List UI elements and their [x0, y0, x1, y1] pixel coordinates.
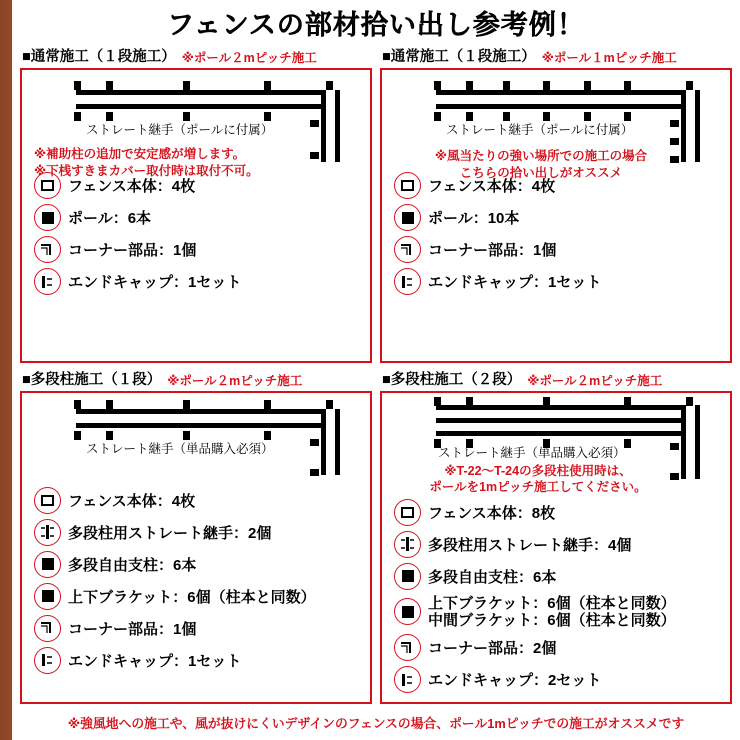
endcap-icon — [394, 268, 421, 295]
list-item-label: エンドキャップ：1セット — [68, 652, 242, 670]
diagram-corner-post — [326, 81, 333, 90]
pole-icon — [34, 551, 61, 578]
joint-icon — [34, 519, 61, 546]
panel-body — [20, 68, 372, 363]
bracket-line-1: 上下ブラケット：6個（柱本と同数） — [428, 594, 676, 612]
list-item — [394, 531, 722, 558]
panel-subtitle: ※ポール２mピッチ施工 — [167, 373, 303, 388]
diagram-post — [106, 400, 113, 409]
panel-header — [380, 369, 732, 389]
list-item-label: コーナー部品：2個 — [428, 640, 557, 657]
panel-body — [20, 391, 372, 705]
list-item — [34, 519, 362, 546]
list-item-label: コーナー部品：1個 — [428, 242, 557, 259]
parts-list — [390, 172, 722, 295]
diagram-post — [264, 81, 271, 90]
list-item-label: フェンス本体：4枚 — [428, 178, 556, 195]
diagram-post — [264, 400, 271, 409]
diagram-rail-3 — [436, 431, 686, 436]
fence-panel-icon — [394, 499, 421, 526]
panel-normal-1m — [380, 46, 732, 363]
poster-sheet — [12, 0, 740, 740]
list-item-label: 多段柱用ストレート継手：4個 — [428, 536, 632, 554]
diagram-post — [503, 81, 510, 90]
fence-diagram — [30, 76, 362, 178]
list-item-label: フェンス本体：8枚 — [428, 504, 556, 522]
panel-grid — [20, 46, 732, 704]
panel-note: ※補助柱の追加で安定感が増します。 ※下桟すきまカバー取付時は取付不可。 — [34, 147, 259, 178]
diagram-right-rail-inner — [695, 90, 700, 162]
diagram-bottom-rail — [436, 104, 686, 109]
diagram-right-rail-inner — [695, 405, 700, 479]
diagram-rail-2 — [436, 418, 686, 423]
list-item — [394, 634, 722, 661]
list-item-label: エンドキャップ：1セット — [428, 274, 602, 291]
pole-icon — [34, 204, 61, 231]
panel-normal-2m — [20, 46, 372, 363]
list-item-label: フェンス本体：4枚 — [68, 178, 196, 195]
endcap-icon — [394, 666, 421, 693]
panel-subtitle: ※ポール２mピッチ施工 — [181, 51, 317, 65]
diagram-top-rail — [76, 409, 326, 414]
diagram-rail-1 — [436, 405, 686, 410]
corner-icon — [34, 615, 61, 642]
diagram-post — [466, 81, 473, 90]
list-item-label — [428, 595, 676, 630]
panel-title: ■通常施工（１段施工） — [22, 49, 176, 65]
list-item-label: エンドキャップ：2セット — [428, 672, 602, 689]
diagram-post — [584, 81, 591, 90]
panel-note: ※T-22～T-24の多段柱使用時は、 ポールを1mピッチ施工してください。 — [429, 463, 647, 495]
diagram-caption: ストレート継手（単品購入必須） — [438, 445, 626, 460]
diagram-post — [74, 400, 81, 409]
pole-icon — [394, 563, 421, 590]
diagram-caption: ストレート継手（ポールに付属） — [446, 123, 634, 137]
list-item-label: コーナー部品：1個 — [68, 242, 197, 259]
list-item-label: フェンス本体：4枚 — [68, 492, 196, 510]
panel-title: ■多段柱施工（２段） — [382, 371, 522, 388]
page-title: フェンスの部材拾い出し参考例！ — [167, 9, 585, 40]
list-item — [34, 268, 362, 295]
joint-icon — [394, 531, 421, 558]
panel-multipost-2stage — [380, 369, 732, 705]
list-item — [34, 487, 362, 514]
list-item — [394, 499, 722, 526]
diagram-post — [434, 397, 441, 406]
parts-list — [30, 172, 362, 295]
list-item — [394, 666, 722, 693]
panel-subtitle: ※ポール１mピッチ施工 — [541, 51, 677, 65]
diagram-post — [543, 397, 550, 406]
list-item — [394, 236, 722, 263]
bracket-icon — [394, 598, 421, 625]
footer-text: ※強風地への施工や、風が抜けにくいデザインのフェンスの場合、ポール1mピッチでの施工がオススメです — [67, 715, 685, 731]
diagram-right-rail-inner — [335, 90, 340, 162]
diagram-bottom-rail — [76, 423, 326, 428]
list-item-label: 多段柱用ストレート継手：2個 — [68, 524, 272, 542]
diagram-post — [624, 397, 631, 406]
diagram-post — [310, 152, 319, 159]
panel-title: ■通常施工（１段施工） — [382, 49, 536, 65]
diagram-post — [310, 120, 319, 127]
corner-icon — [394, 634, 421, 661]
list-item-label: エンドキャップ：1セット — [68, 274, 242, 291]
corner-icon — [394, 236, 421, 263]
parts-list — [30, 487, 362, 674]
panel-body — [380, 68, 732, 363]
bracket-icon — [34, 583, 61, 610]
diagram-post — [670, 443, 679, 450]
diagram-post — [670, 120, 679, 127]
diagram-corner-post — [326, 400, 333, 409]
list-item — [34, 583, 362, 610]
list-item-label: 上下ブラケット：6個（柱本と同数） — [68, 588, 316, 606]
list-item-label: コーナー部品：1個 — [68, 620, 197, 638]
panel-note: ※風当たりの強い場所での施工の場合 こちらの拾い出しがオススメ — [434, 149, 648, 180]
list-item — [34, 551, 362, 578]
list-item-label: 多段自由支柱：6本 — [68, 556, 197, 574]
panel-header — [20, 46, 372, 66]
panel-header — [20, 369, 372, 389]
diagram-post — [670, 138, 679, 145]
diagram-post — [183, 81, 190, 90]
fence-panel-icon — [34, 487, 61, 514]
panel-multipost-1stage — [20, 369, 372, 705]
list-item — [34, 647, 362, 674]
diagram-caption: ストレート継手（ポールに付属） — [86, 123, 274, 137]
diagram-right-rail-outer — [321, 90, 326, 162]
diagram-post — [74, 431, 81, 440]
diagram-post — [434, 112, 441, 121]
diagram-post — [310, 439, 319, 446]
list-item — [34, 204, 362, 231]
diagram-post — [310, 469, 319, 476]
diagram-post — [434, 81, 441, 90]
diagram-post — [74, 81, 81, 90]
list-item — [394, 204, 722, 231]
list-item-label: 多段自由支柱：6本 — [428, 568, 557, 586]
panel-body — [380, 391, 732, 705]
pole-icon — [394, 204, 421, 231]
diagram-bottom-rail — [76, 104, 326, 109]
list-item — [34, 236, 362, 263]
fence-diagram — [390, 76, 722, 180]
list-item — [394, 563, 722, 590]
diagram-corner-post — [686, 397, 693, 406]
panel-subtitle: ※ポール２mピッチ施工 — [527, 373, 663, 388]
fence-diagram — [390, 399, 722, 495]
fence-diagram — [30, 399, 362, 483]
title-bar — [12, 0, 740, 44]
diagram-top-rail — [76, 90, 326, 95]
diagram-corner-post — [686, 81, 693, 90]
endcap-icon — [34, 268, 61, 295]
list-item-label: ポール：10本 — [428, 210, 520, 227]
diagram-caption: ストレート継手（単品購入必須） — [86, 441, 274, 456]
diagram-top-rail — [436, 90, 686, 95]
list-item — [34, 615, 362, 642]
diagram-post — [543, 81, 550, 90]
parts-list — [390, 499, 722, 694]
diagram-post — [466, 397, 473, 406]
diagram-post — [106, 81, 113, 90]
list-item — [394, 268, 722, 295]
diagram-right-rail-inner — [335, 409, 340, 475]
list-item-label: ポール：6本 — [68, 210, 152, 227]
corner-icon — [34, 236, 61, 263]
diagram-post — [183, 400, 190, 409]
panel-title: ■多段柱施工（１段） — [22, 371, 162, 388]
endcap-icon — [34, 647, 61, 674]
bracket-line-2: 中間ブラケット：6個（柱本と同数） — [428, 611, 676, 629]
diagram-post — [74, 112, 81, 121]
list-item — [394, 595, 722, 630]
diagram-right-rail-outer — [321, 409, 326, 475]
diagram-post — [624, 81, 631, 90]
footer-note — [20, 708, 732, 736]
panel-header — [380, 46, 732, 66]
